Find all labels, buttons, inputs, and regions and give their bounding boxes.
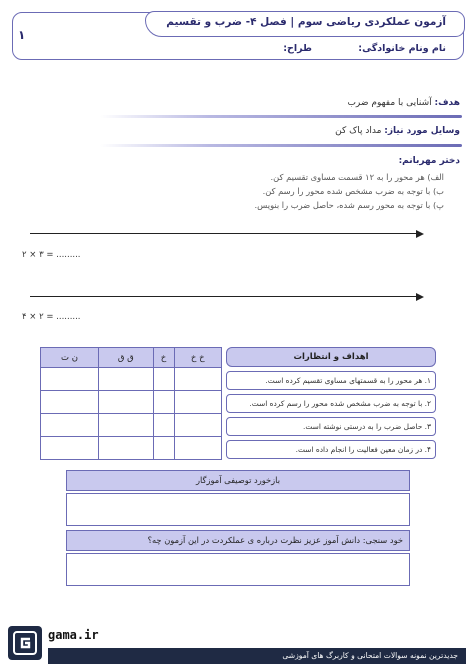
grade-table: [40, 347, 222, 460]
tools-label: وسایل مورد نیاز:: [384, 126, 460, 136]
grade-cell[interactable]: [41, 414, 99, 437]
grade-cell[interactable]: [98, 437, 153, 460]
tools-line: [335, 126, 460, 136]
grade-row: [41, 414, 222, 437]
feedback-area[interactable]: [66, 493, 410, 526]
goal-separator: [100, 115, 462, 118]
grade-cell[interactable]: [98, 414, 153, 437]
grade-header-row: [41, 348, 222, 368]
equation-2: ۴ × ۲ = .........: [22, 312, 81, 322]
grade-cell[interactable]: [153, 391, 174, 414]
site-tagline: جدیدترین نمونه سوالات امتحانی و کاربرگ های آموزشی: [48, 648, 466, 664]
grade-cell[interactable]: [174, 391, 221, 414]
grade-cell[interactable]: [98, 391, 153, 414]
goal-text: آشنایی با مفهوم ضرب: [347, 98, 432, 108]
goal-line: [347, 98, 460, 108]
criteria-item: ۳. حاصل ضرب را به درستی نوشته است.: [226, 417, 436, 436]
grade-cell[interactable]: [174, 368, 221, 391]
designer-label: طراح:: [283, 43, 312, 54]
tools-separator: [100, 144, 462, 147]
number-line-2[interactable]: [30, 296, 422, 297]
self-assessment-area[interactable]: [66, 553, 410, 586]
criteria-item: ۱. هر محور را به قسمتهای مساوی تقسیم کرده است.: [226, 371, 436, 390]
feedback-header: بازخورد توصیفی آموزگار: [66, 470, 410, 491]
grade-cell[interactable]: [98, 368, 153, 391]
grade-cell[interactable]: [153, 368, 174, 391]
goal-label: هدف:: [434, 98, 460, 108]
grade-col-very-good: ن ت: [41, 348, 99, 368]
gama-logo-icon: [8, 626, 42, 660]
grade-col-good: خ: [153, 348, 174, 368]
greeting-text: دختر مهربانم:: [398, 156, 460, 166]
self-assessment-header: خود سنجی: دانش آموز عزیز نظرت درباره ی عملکردت در این آزمون چه؟: [66, 530, 410, 551]
grade-cell[interactable]: [174, 414, 221, 437]
grade-cell[interactable]: [41, 368, 99, 391]
grade-col-good-enough: ق ق: [98, 348, 153, 368]
grade-cell[interactable]: [174, 437, 221, 460]
worksheet-title: آزمون عملکردی ریاضی سوم | فصل ۴- ضرب و تقسیم: [166, 16, 446, 28]
instruction-item: پ) با توجه به محور رسم شده، حاصل ضرب را بنویس.: [254, 200, 444, 210]
site-footer: [8, 626, 466, 666]
criteria-table: [226, 347, 436, 459]
grade-cell[interactable]: [41, 437, 99, 460]
grade-cell[interactable]: [41, 391, 99, 414]
grade-row: [41, 368, 222, 391]
tools-text: مداد پاک کن: [335, 126, 382, 136]
criteria-item: ۲. با توجه به ضرب مشخص شده محور را رسم کرده است.: [226, 394, 436, 413]
grade-cell[interactable]: [153, 437, 174, 460]
page-number: ۱: [18, 28, 26, 42]
instruction-item: ب) با توجه به ضرب مشخص شده محور را رسم کن.: [262, 186, 444, 196]
number-line-1[interactable]: [30, 233, 422, 234]
equation-1: ۲ × ۳ = .........: [22, 250, 81, 260]
student-name-label: نام ونام خانوادگی:: [358, 43, 446, 54]
grade-col-excellent: خ خ: [174, 348, 221, 368]
criteria-header: اهداف و انتظارات: [226, 347, 436, 367]
instructions-greeting: [399, 156, 460, 166]
grade-row: [41, 391, 222, 414]
instruction-item: الف) هر محور را به ۱۲ قسمت مساوی تقسیم کن.: [270, 172, 444, 182]
site-name[interactable]: gama.ir: [48, 628, 99, 642]
grade-row: [41, 437, 222, 460]
criteria-item: ۴. در زمان معین فعالیت را انجام داده است.: [226, 440, 436, 459]
grade-cell[interactable]: [153, 414, 174, 437]
